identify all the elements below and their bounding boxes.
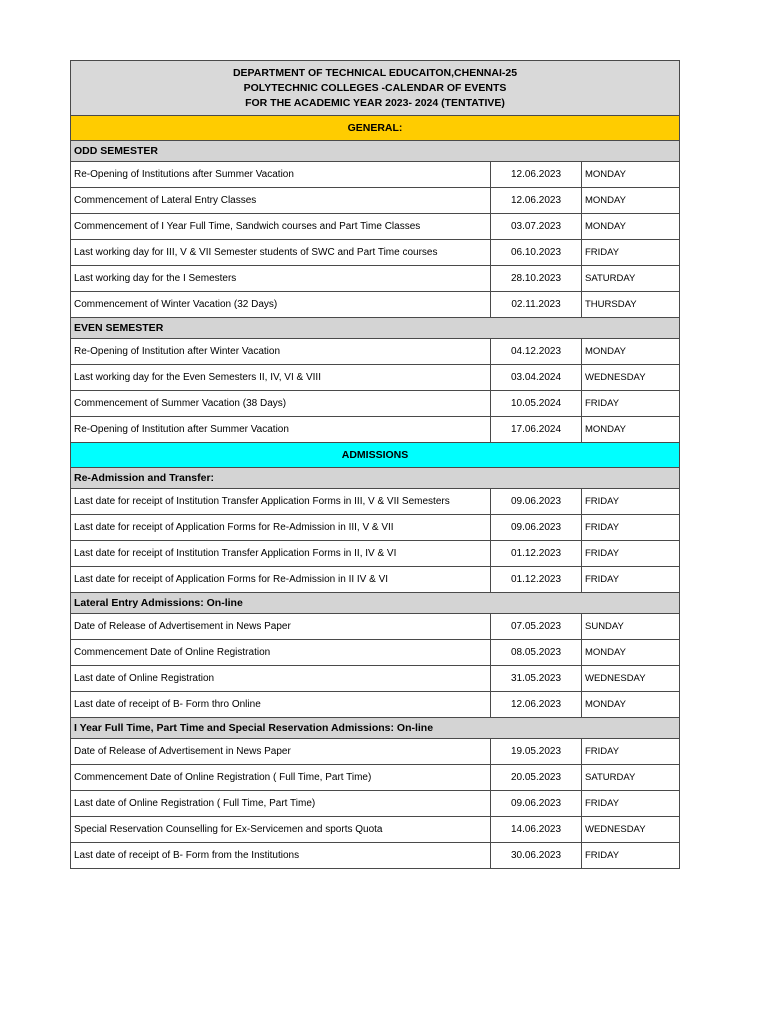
event-cell: Last date for receipt of Institution Transfer Application Forms in III, V & VII Semesters [71,489,491,515]
date-cell: 03.07.2023 [491,214,582,240]
event-cell: Last date of receipt of B- Form from the Institutions [71,843,491,869]
event-cell: Re-Opening of Institution after Summer Vacation [71,417,491,443]
date-cell: 17.06.2024 [491,417,582,443]
table-row [71,640,680,666]
event-cell: Commencement of Summer Vacation (38 Days) [71,391,491,417]
event-cell: Last date of Online Registration ( Full Time, Part Time) [71,791,491,817]
day-cell: SATURDAY [582,765,680,791]
day-cell: WEDNESDAY [582,365,680,391]
day-cell: MONDAY [582,640,680,666]
date-cell: 01.12.2023 [491,541,582,567]
date-cell: 12.06.2023 [491,692,582,718]
subsection-label: Lateral Entry Admissions: On-line [71,593,680,614]
date-cell: 06.10.2023 [491,240,582,266]
date-cell: 12.06.2023 [491,162,582,188]
event-cell: Last date for receipt of Application Forms for Re-Admission in II IV & VI [71,567,491,593]
day-cell: MONDAY [582,417,680,443]
date-cell: 31.05.2023 [491,666,582,692]
subsection-header [71,718,680,739]
subsection-header [71,318,680,339]
date-cell: 12.06.2023 [491,188,582,214]
event-cell: Last working day for the I Semesters [71,266,491,292]
table-row [71,489,680,515]
table-row [71,365,680,391]
day-cell: FRIDAY [582,391,680,417]
subsection-label: I Year Full Time, Part Time and Special Reservation Admissions: On-line [71,718,680,739]
day-cell: FRIDAY [582,515,680,541]
table-row [71,214,680,240]
day-cell: SUNDAY [582,614,680,640]
date-cell: 19.05.2023 [491,739,582,765]
day-cell: FRIDAY [582,489,680,515]
table-row [71,692,680,718]
event-cell: Commencement of Lateral Entry Classes [71,188,491,214]
day-cell: THURSDAY [582,292,680,318]
day-cell: MONDAY [582,692,680,718]
day-cell: FRIDAY [582,739,680,765]
day-cell: FRIDAY [582,541,680,567]
day-cell: MONDAY [582,339,680,365]
table-row [71,240,680,266]
subsection-label: Re-Admission and Transfer: [71,468,680,489]
date-cell: 04.12.2023 [491,339,582,365]
subsection-header [71,468,680,489]
header-line-1: DEPARTMENT OF TECHNICAL EDUCAITON,CHENNAI-25 [232,67,518,79]
date-cell: 28.10.2023 [491,266,582,292]
document-header [71,61,680,116]
header-line-3: FOR THE ACADEMIC YEAR 2023- 2024 (TENTATIVE) [245,97,505,109]
table-row [71,515,680,541]
date-cell: 14.06.2023 [491,817,582,843]
table-row [71,188,680,214]
table-row [71,765,680,791]
table-row [71,266,680,292]
subsection-label: EVEN SEMESTER [71,318,680,339]
table-row [71,567,680,593]
table-row [71,391,680,417]
table-row [71,417,680,443]
date-cell: 09.06.2023 [491,489,582,515]
event-cell: Last working day for the Even Semesters II, IV, VI & VIII [71,365,491,391]
day-cell: MONDAY [582,162,680,188]
calendar-table [70,60,680,869]
day-cell: MONDAY [582,188,680,214]
date-cell: 20.05.2023 [491,765,582,791]
event-cell: Date of Release of Advertisement in News Paper [71,614,491,640]
date-cell: 02.11.2023 [491,292,582,318]
subsection-label: ODD SEMESTER [71,141,680,162]
event-cell: Commencement of Winter Vacation (32 Days) [71,292,491,318]
day-cell: WEDNESDAY [582,666,680,692]
table-row [71,541,680,567]
section-band [71,443,680,468]
event-cell: Commencement Date of Online Registration [71,640,491,666]
event-cell: Last date of Online Registration [71,666,491,692]
header-line-2: POLYTECHNIC COLLEGES -CALENDAR OF EVENTS [243,82,507,94]
event-cell: Last date for receipt of Institution Transfer Application Forms in II, IV & VI [71,541,491,567]
table-row [71,817,680,843]
day-cell: FRIDAY [582,843,680,869]
table-row [71,162,680,188]
day-cell: WEDNESDAY [582,817,680,843]
event-cell: Last date of receipt of B- Form thro Online [71,692,491,718]
event-cell: Date of Release of Advertisement in News Paper [71,739,491,765]
event-cell: Re-Opening of Institutions after Summer Vacation [71,162,491,188]
event-cell: Commencement of I Year Full Time, Sandwich courses and Part Time Classes [71,214,491,240]
subsection-header [71,141,680,162]
day-cell: SATURDAY [582,266,680,292]
date-cell: 09.06.2023 [491,515,582,541]
table-row [71,339,680,365]
date-cell: 09.06.2023 [491,791,582,817]
section-band-label: ADMISSIONS [71,443,680,468]
section-band [71,116,680,141]
table-row [71,739,680,765]
day-cell: FRIDAY [582,791,680,817]
day-cell: MONDAY [582,214,680,240]
section-band-label: GENERAL: [71,116,680,141]
event-cell: Commencement Date of Online Registration ( Full Time, Part Time) [71,765,491,791]
table-row [71,292,680,318]
document-title [71,61,680,116]
day-cell: FRIDAY [582,567,680,593]
subsection-header [71,593,680,614]
event-cell: Last date for receipt of Application Forms for Re-Admission in III, V & VII [71,515,491,541]
event-cell: Re-Opening of Institution after Winter Vacation [71,339,491,365]
date-cell: 10.05.2024 [491,391,582,417]
event-cell: Special Reservation Counselling for Ex-Servicemen and sports Quota [71,817,491,843]
table-row [71,614,680,640]
date-cell: 08.05.2023 [491,640,582,666]
date-cell: 03.04.2024 [491,365,582,391]
date-cell: 30.06.2023 [491,843,582,869]
table-row [71,791,680,817]
date-cell: 01.12.2023 [491,567,582,593]
event-cell: Last working day for III, V & VII Semester students of SWC and Part Time courses [71,240,491,266]
table-row [71,666,680,692]
date-cell: 07.05.2023 [491,614,582,640]
table-row [71,843,680,869]
day-cell: FRIDAY [582,240,680,266]
calendar-sheet [70,60,679,869]
